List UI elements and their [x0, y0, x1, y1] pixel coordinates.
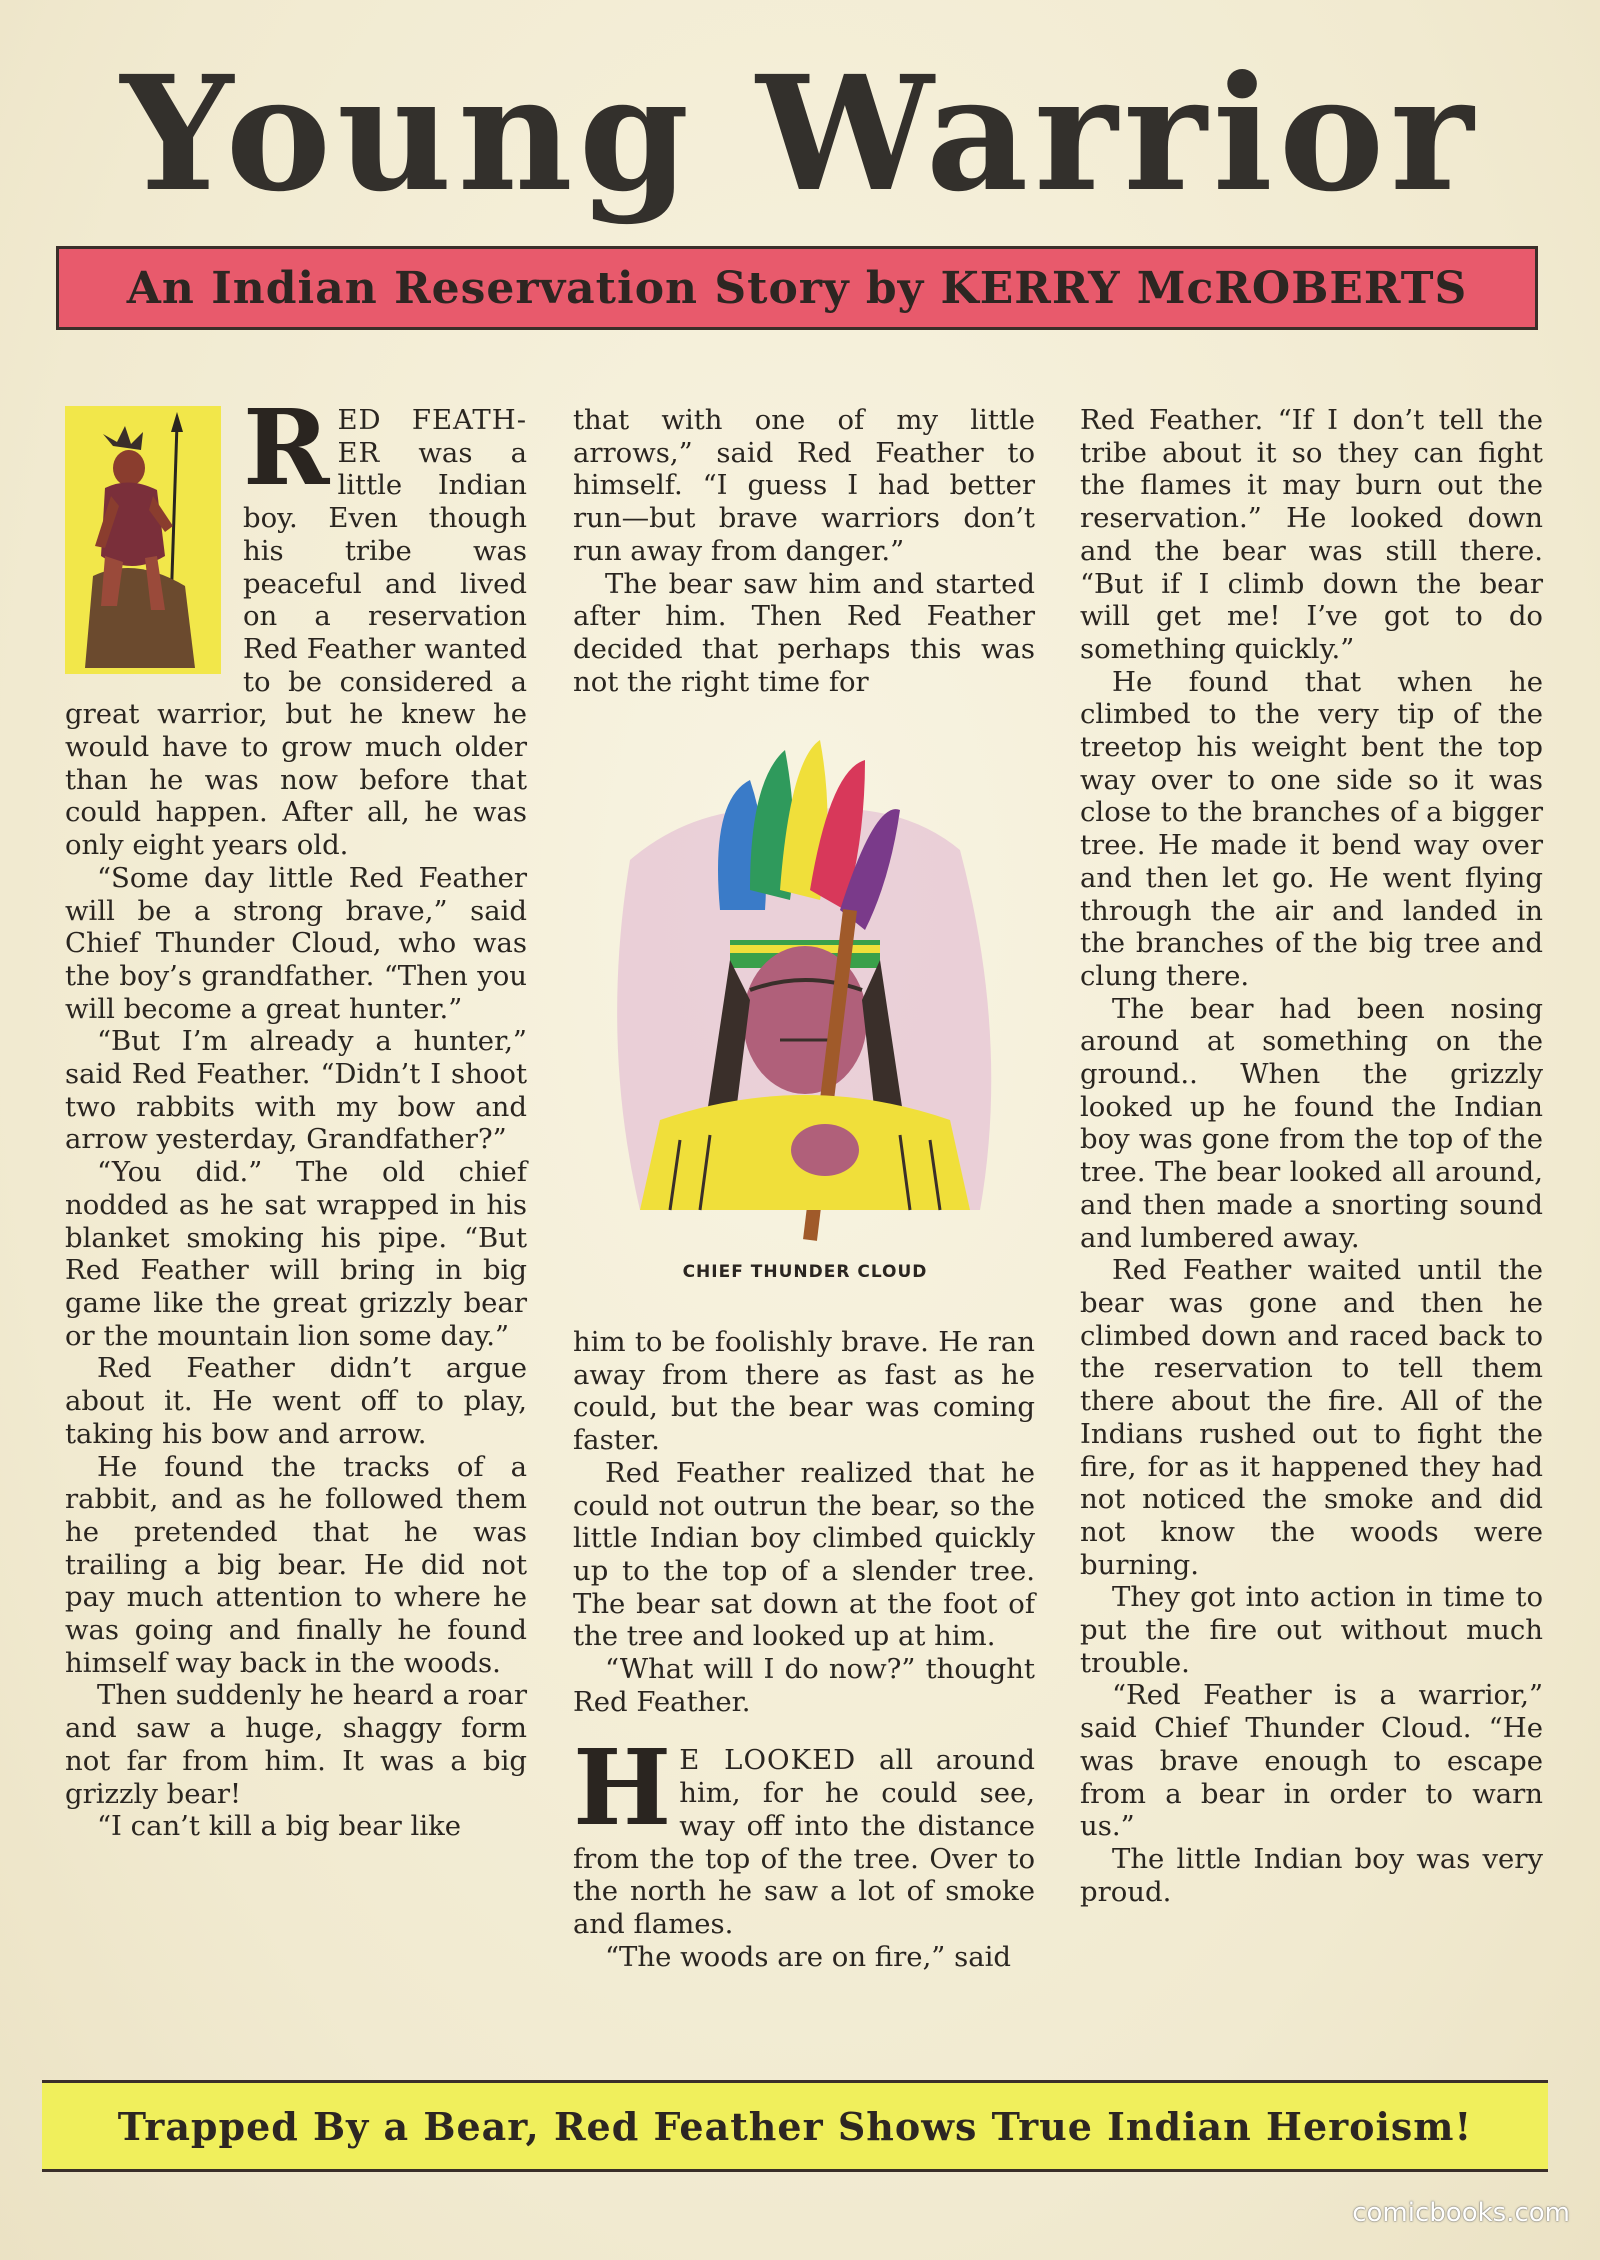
story-paragraph: The bear had been nosing around at something on the ground.. When the grizzly looked up he found the Indian boy was gone from the top of the tree. The bear looked all around, and then made a snorting sound and lumbered away.	[1080, 992, 1543, 1254]
story-paragraph: was a little Indian boy. Even though his tribe was peaceful and lived on a reservation Red Feather wanted to be considered a great warrior, but he knew he would have to grow much older than he was now before that could happen. After all, he was only eight years old.	[65, 436, 527, 862]
story-paragraph: Then suddenly he heard a roar and saw a huge, shaggy form not far from him. It was a big grizzly bear!	[65, 1679, 527, 1810]
story-paragraph: He found that when he climbed to the very tip of the treetop his weight bent the top way over to one side so it was close to the branches of a bigger tree. He made it bend way over and then let go. He went flying through the air and landed in the branches of the big tree and clung there.	[1080, 665, 1543, 992]
story-paragraph: that with one of my little arrows,” said Red Feather to himself. “I guess I had better run—but brave warriors don’t run away from danger.”	[573, 404, 1035, 567]
story-paragraph: all around him, for he could see, way off into the distance from the top of the tree. Over to the north he saw a lot of smoke and flames.	[573, 1744, 1035, 1940]
story-paragraph: “Some day little Red Feather will be a strong brave,” said Chief Thunder Cloud, who was the boy’s grandfather. “Then you will become a great hunter.”	[65, 861, 527, 1025]
story-paragraph: “Red Feather is a warrior,” said Chief Thunder Cloud. “He was brave enough to escape from a bear in order to warn us.”	[1080, 1679, 1543, 1843]
story-paragraph: “But I’m already a hunter,” said Red Feather. “Didn’t I shoot two rabbits with my bow and arrow yesterday, Grandfather?”	[65, 1025, 527, 1156]
story-paragraph: They got into action in time to put the fire out without much trouble.	[1080, 1581, 1543, 1679]
warrior-thumbnail-illustration	[65, 406, 221, 674]
story-paragraph: him to be foolishly brave. He ran away from there as fast as he could, but the bear was coming faster.	[573, 1326, 1035, 1457]
story-column-3	[1080, 404, 1543, 1908]
story-paragraph: “I can’t kill a big bear like	[97, 1810, 462, 1843]
story-paragraph: “You did.” The old chief nodded as he sat wrapped in his blanket smoking his pipe. “But Red Feather will bring in big game like the great grizzly bear or the mountain lion some day.”	[65, 1156, 527, 1352]
story-paragraph: The little Indian boy was very proud.	[1080, 1842, 1543, 1908]
warrior-figure-icon	[65, 406, 221, 674]
story-column-1	[65, 386, 527, 1843]
story-paragraph: “The woods are on fire,” said	[605, 1940, 1012, 1973]
story-paragraph: “What will I do now?” thought Red Feather.	[573, 1653, 1035, 1718]
subtitle-text: An Indian Reservation Story by KERRY McROBERTS	[126, 262, 1468, 314]
story-paragraph: Red Feather realized that he could not outrun the bear, so the little Indian boy climbed quickly up to the top of a slender tree. The bear sat down at the foot of the tree and looked up at him.	[573, 1456, 1035, 1653]
watermark: comicbooks.com	[1352, 2198, 1570, 2228]
page-title: Young Warrior	[120, 42, 1480, 227]
story-paragraph: Red Feather waited until the bear was gone and then he climbed down and raced back to the reservation to tell them there about the fire. All of the Indians rushed out to fight the fire, for as it happened they had not noticed the smoke and did not know the woods were burning.	[1080, 1254, 1543, 1581]
story-column-2-top	[573, 404, 1035, 698]
story-lead-text: E LOOKED	[679, 1744, 857, 1777]
footer-banner	[42, 2080, 1548, 2172]
chief-illustration	[600, 740, 1010, 1320]
footer-banner-text: Trapped By a Bear, Red Feather Shows True Indian Heroism!	[117, 2103, 1473, 2149]
chief-headdress-icon	[600, 740, 1010, 1260]
story-column-2-bottom	[573, 1326, 1035, 1973]
illustration-caption: CHIEF THUNDER CLOUD	[682, 1262, 928, 1282]
dropcap-r: R	[243, 386, 330, 509]
subtitle-banner	[56, 246, 1538, 330]
story-paragraph: The bear saw him and started after him. Then Red Feather decided that perhaps this was not the right time for	[573, 567, 1035, 698]
dropcap-h: H	[573, 1726, 672, 1850]
story-paragraph: Red Feather didn’t argue about it. He went off to play, taking his bow and arrow.	[65, 1352, 527, 1450]
story-lead-text: ED FEATH-ER	[337, 404, 527, 469]
story-paragraph: Red Feather. “If I don’t tell the tribe about it so they can fight the flames it may burn out the reservation.” He looked down and the bear was still there. “But if I climb down the bear will get me! I’ve got to do something quickly.”	[1080, 404, 1543, 665]
story-paragraph: He found the tracks of a rabbit, and as he followed them he pretended that he was trailing a big bear. He did not pay much attention to where he was going and finally he found himself way back in the woods.	[65, 1450, 527, 1679]
